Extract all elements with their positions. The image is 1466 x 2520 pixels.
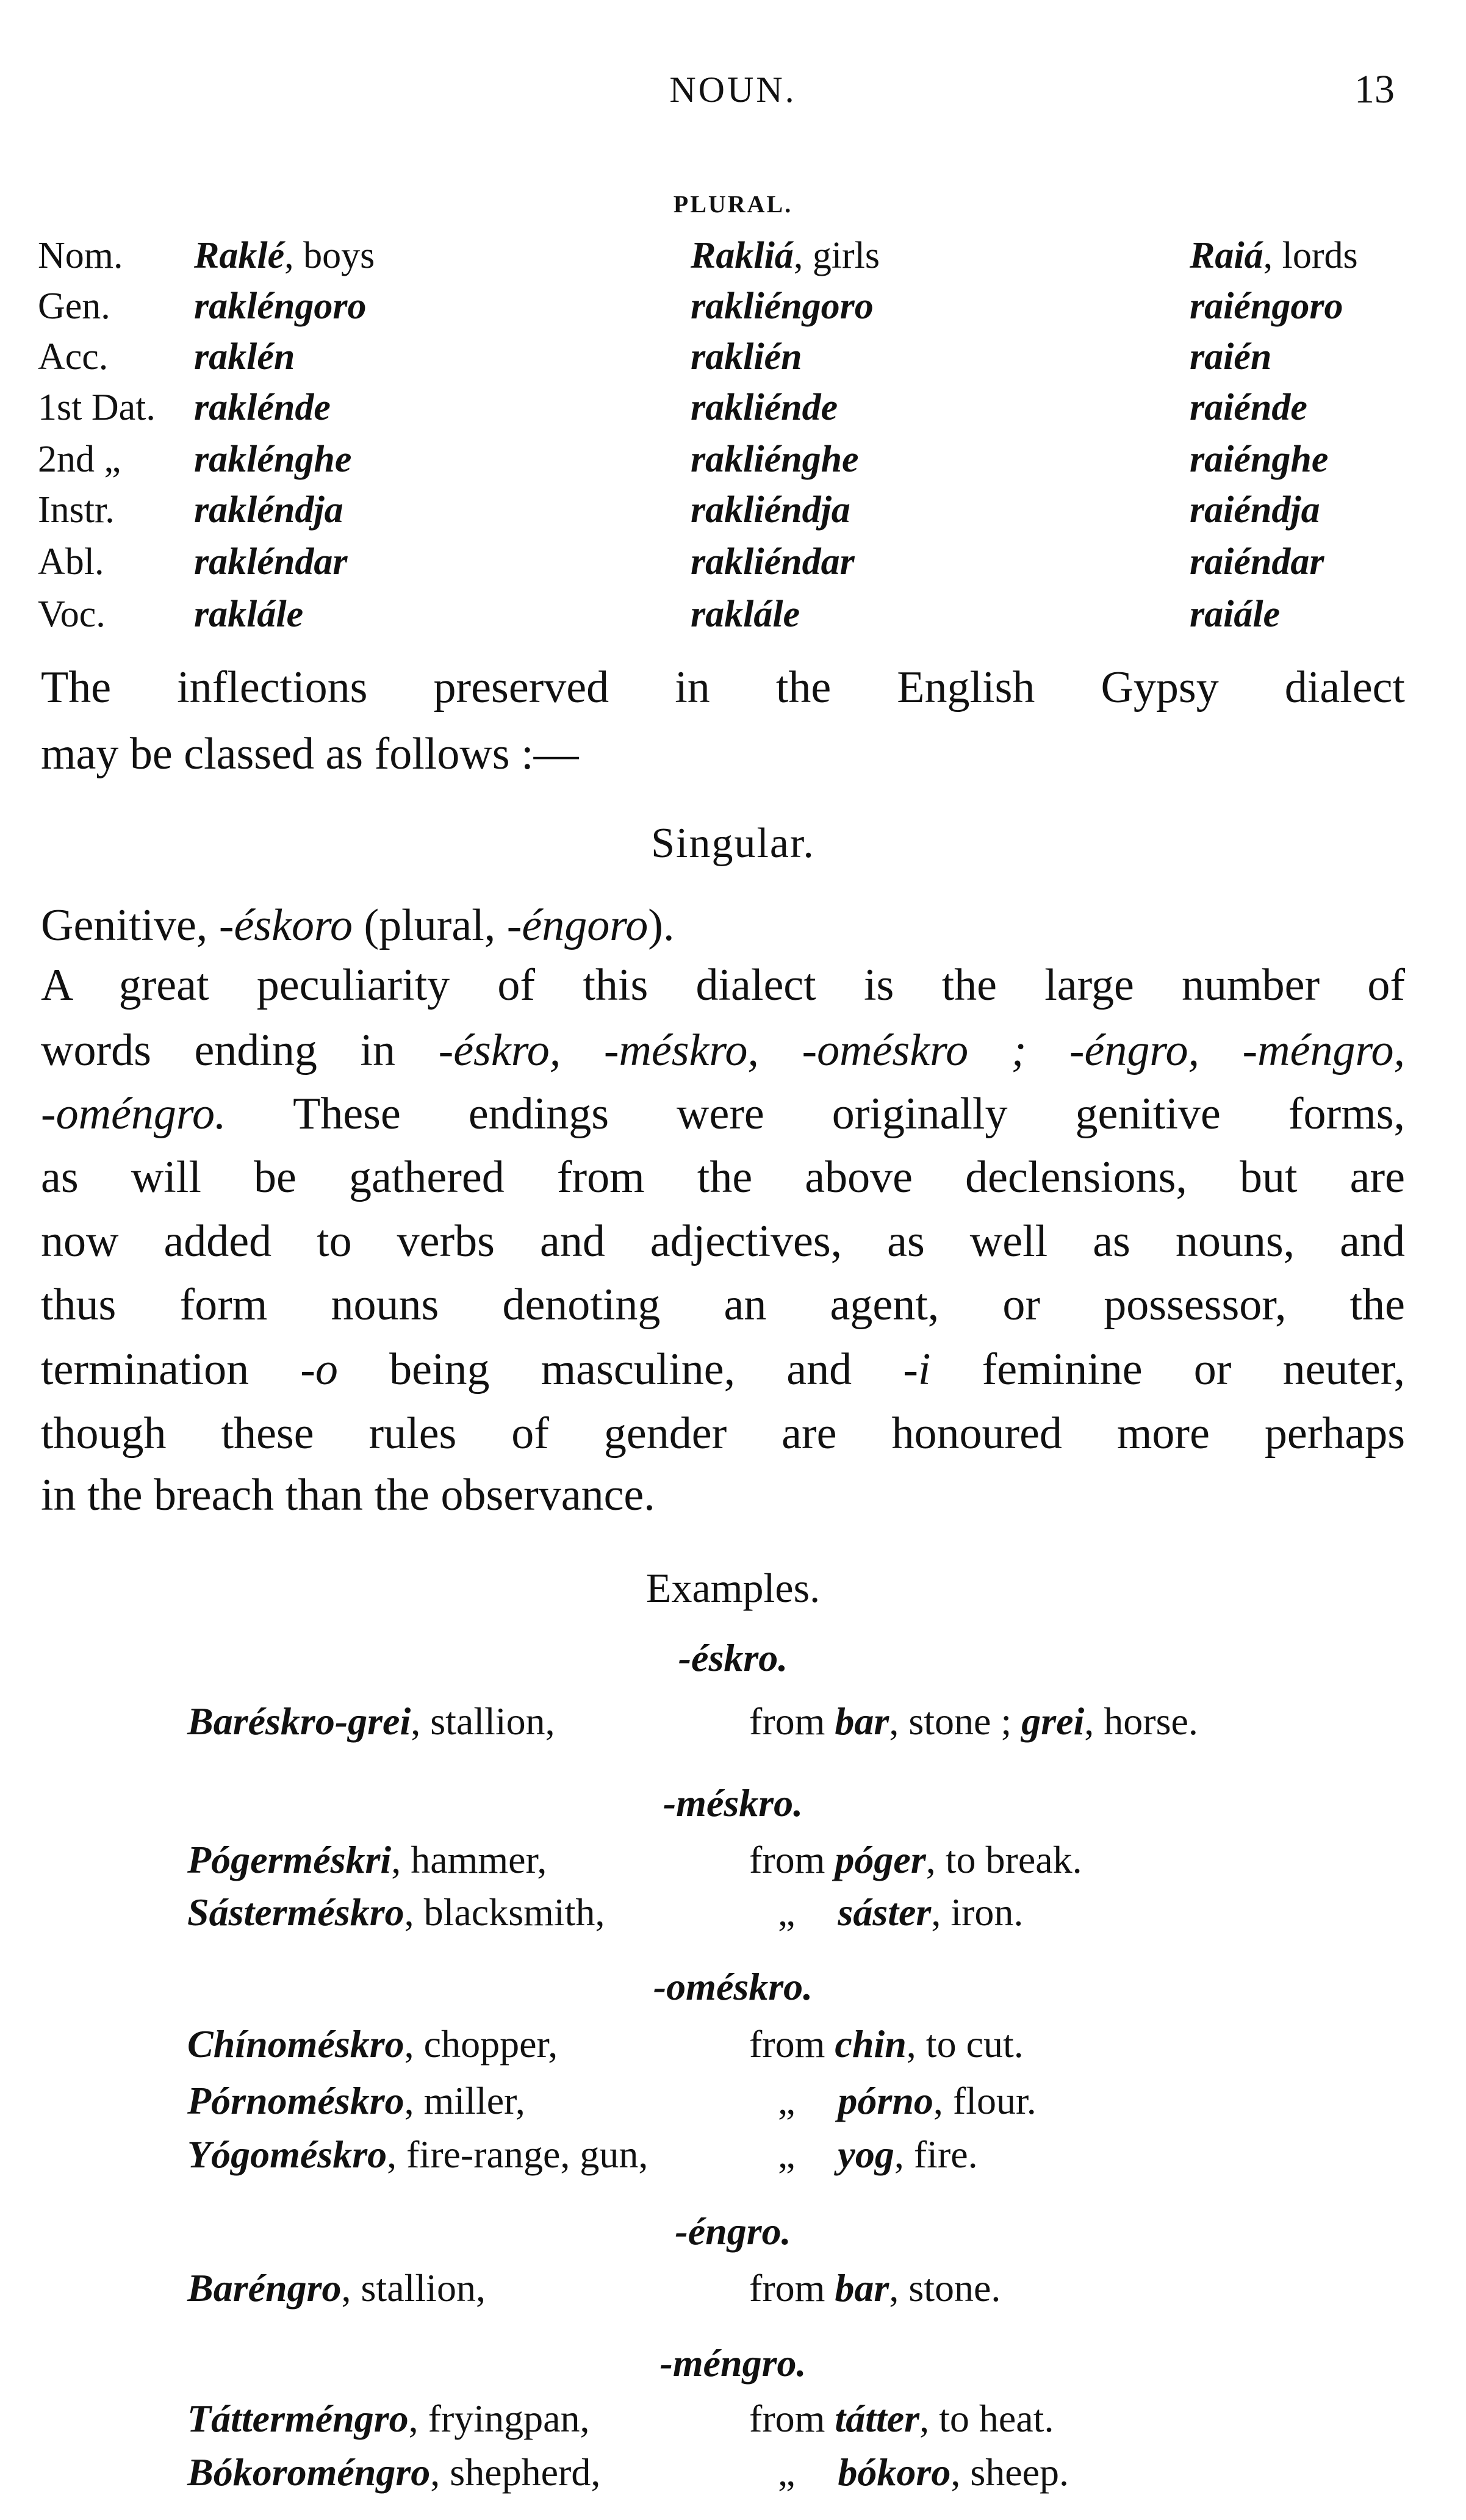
suffix: -méngro. (659, 2341, 807, 2385)
text-segment: A great peculiarity of this dialect is the large number of (41, 960, 1405, 1010)
example-source (778, 1879, 1023, 1946)
source-word: tátter (835, 2397, 920, 2440)
source-gloss: , horse. (1084, 1700, 1198, 1743)
gypsy-form: raiéndja (1190, 489, 1320, 531)
suffix: -éskro. (678, 1636, 788, 1679)
text-segment: thus form nouns denoting an agent, or possessor, the (41, 1280, 1405, 1330)
text-segment: ). (648, 900, 675, 950)
case-label: 2nd „ (38, 439, 121, 480)
example-word (187, 2439, 600, 2506)
gypsy-form: raiéndar (1190, 541, 1324, 583)
gypsy-form: rakliéndja (691, 489, 850, 531)
case-label: Instr. (38, 489, 115, 531)
gloss: , chopper, (404, 2022, 558, 2066)
text-segment: though these rules of gender are honoured more perhaps (41, 1409, 1405, 1459)
gypsy-form: raklále (194, 594, 304, 635)
text-line (41, 1462, 1405, 1529)
gypsy-word: Pógerméskri (187, 1838, 392, 1881)
text-line (41, 1208, 1405, 1275)
italic-text: -oméngro. (41, 1089, 226, 1139)
gypsy-form: raklién (691, 336, 802, 378)
example-source (749, 2255, 1001, 2322)
gypsy-form: raién (1190, 336, 1272, 378)
text-line (41, 1017, 1405, 1084)
gypsy-form: raklénghe (194, 439, 352, 480)
plural-heading: PLURAL. (673, 190, 793, 218)
gypsy-form: raiéngoro (1190, 285, 1343, 327)
italic-text: -éskoro (218, 900, 353, 950)
gypsy-form: rakliénde (691, 387, 838, 428)
text-line (41, 1080, 1405, 1147)
text-line (41, 1400, 1405, 1467)
source-gloss: , sheep. (950, 2450, 1069, 2494)
running-header: NOUN. (669, 70, 797, 110)
gloss: , stallion, (411, 1700, 555, 1743)
text-segment: The inflections preserved in the English Gypsy dialect (41, 662, 1405, 713)
text-line (41, 720, 1405, 788)
example-word (187, 2255, 486, 2322)
source-gloss: , to heat. (919, 2397, 1054, 2440)
gloss: , girls (793, 235, 880, 276)
gloss: , stallion, (341, 2266, 486, 2310)
italic-text: -o (300, 1344, 338, 1395)
gypsy-form: rakléngoro (194, 285, 367, 327)
italic-text: -éngoro (506, 900, 649, 950)
case-label: Gen. (38, 285, 110, 327)
from-label: from (749, 2397, 825, 2440)
source-word: bar (835, 1700, 889, 1743)
ditto-mark: „ (778, 1890, 796, 1934)
source-word: bókoro (838, 2450, 951, 2494)
source-word: grei (1021, 1700, 1085, 1743)
suffix: -éngro. (675, 2209, 791, 2253)
gypsy-word: Bókoroméngro (187, 2450, 431, 2494)
text-line (41, 1144, 1405, 1211)
source-gloss: , flour. (933, 2079, 1037, 2122)
case-label: Abl. (38, 541, 104, 583)
declension-cell (691, 581, 800, 648)
gypsy-form: Raiá (1190, 235, 1263, 276)
example-word (187, 1688, 555, 1755)
gypsy-form: rakléndja (194, 489, 343, 531)
source-gloss: , to break. (925, 1838, 1082, 1881)
gypsy-form: rakliéndar (691, 541, 855, 583)
from-label: from (749, 2022, 825, 2066)
singular-heading: Singular. (651, 820, 815, 867)
text-line (41, 1336, 1405, 1403)
case-label: Acc. (38, 336, 109, 378)
gloss: , shepherd, (430, 2450, 601, 2494)
page-number: 13 (1354, 67, 1395, 112)
from-label: from (749, 1700, 825, 1743)
text-line (41, 654, 1405, 721)
from-label: from (749, 2266, 825, 2310)
text-segment: These endings were originally genitive forms, (226, 1089, 1405, 1139)
gypsy-form: raklén (194, 336, 295, 378)
gypsy-form: rakliéngoro (691, 285, 874, 327)
case-label: Voc. (38, 594, 106, 635)
gloss: , blacksmith, (404, 1890, 605, 1934)
gypsy-form: Raklé (194, 235, 285, 276)
gloss: , lords (1263, 235, 1358, 276)
gypsy-word: Sásterméskro (187, 1890, 404, 1934)
text-line (41, 1271, 1405, 1338)
text-segment: termination (41, 1344, 301, 1395)
source-gloss: , to cut. (906, 2022, 1024, 2066)
text-line (41, 952, 1405, 1019)
text-segment: now added to verbs and adjectives, as well as nouns, and (41, 1216, 1405, 1266)
gypsy-form: raiénde (1190, 387, 1307, 428)
gloss: , miller, (404, 2079, 525, 2122)
gypsy-word: Baréngro (187, 2266, 342, 2310)
genitive-line (41, 892, 1405, 959)
source-word: chin (835, 2022, 907, 2066)
gypsy-word: Tátterméngro (187, 2397, 409, 2440)
example-source (778, 2439, 1069, 2506)
source-word: sáster (838, 1890, 932, 1934)
ditto-mark: „ (778, 2133, 796, 2176)
gypsy-word: Pórnoméskro (187, 2079, 404, 2122)
ditto-mark: „ (778, 2450, 796, 2494)
examples-heading: Examples. (645, 1565, 821, 1611)
gypsy-word: Yógoméskro (187, 2133, 387, 2176)
text-segment: (plural, (353, 900, 507, 950)
source-word: pórno (838, 2079, 933, 2122)
suffix-heading (0, 1624, 1466, 1692)
source-gloss: , stone. (889, 2266, 1001, 2310)
gypsy-word: Chínoméskro (187, 2022, 404, 2066)
source-gloss: , iron. (931, 1890, 1024, 1934)
gypsy-form: rakliénghe (691, 439, 859, 480)
text-segment: being masculine, and (337, 1344, 904, 1395)
declension-cell (194, 581, 303, 648)
suffix: -méskro. (663, 1781, 803, 1825)
italic-text: -éskro, -méskro, -oméskro ; -éngro, -méngro, (438, 1025, 1405, 1075)
gypsy-form: raiénghe (1190, 439, 1329, 480)
text-segment: as will be gathered from the above declensions, but are (41, 1152, 1405, 1202)
source-gloss: , fire. (894, 2133, 978, 2176)
gypsy-form: raklénde (194, 387, 331, 428)
text-segment: Genitive, (41, 900, 219, 950)
text-segment: feminine or neuter, (930, 1344, 1405, 1395)
italic-text: -i (903, 1344, 931, 1395)
example-source (778, 2121, 978, 2188)
gloss: , boys (284, 235, 375, 276)
source-word: bar (835, 2266, 889, 2310)
gypsy-form: rakléndar (194, 541, 348, 583)
text-segment: may be classed as follows :— (41, 729, 579, 779)
gypsy-word: Baréskro-grei (187, 1700, 411, 1743)
declension-cell (1190, 581, 1280, 648)
case-label: 1st Dat. (38, 387, 156, 428)
case-label: Nom. (38, 235, 123, 276)
source-gloss: , stone ; (889, 1700, 1022, 1743)
gloss: , fryingpan, (408, 2397, 590, 2440)
gypsy-form: raiále (1190, 594, 1281, 635)
text-segment: in the breach than the observance. (41, 1470, 655, 1520)
example-word (187, 1879, 605, 1946)
example-word (187, 2121, 648, 2188)
gloss: , hammer, (391, 1838, 547, 1881)
from-label: from (749, 1838, 825, 1881)
source-word: póger (835, 1838, 926, 1881)
gloss: , fire-range, gun, (387, 2133, 649, 2176)
gypsy-form: Rakliá (691, 235, 794, 276)
text-segment: words ending in (41, 1025, 439, 1075)
suffix: -oméskro. (653, 1965, 813, 2008)
example-source (749, 1688, 1198, 1755)
ditto-mark: „ (778, 2079, 796, 2122)
gypsy-form: raklále (691, 594, 800, 635)
source-word: yog (838, 2133, 894, 2176)
